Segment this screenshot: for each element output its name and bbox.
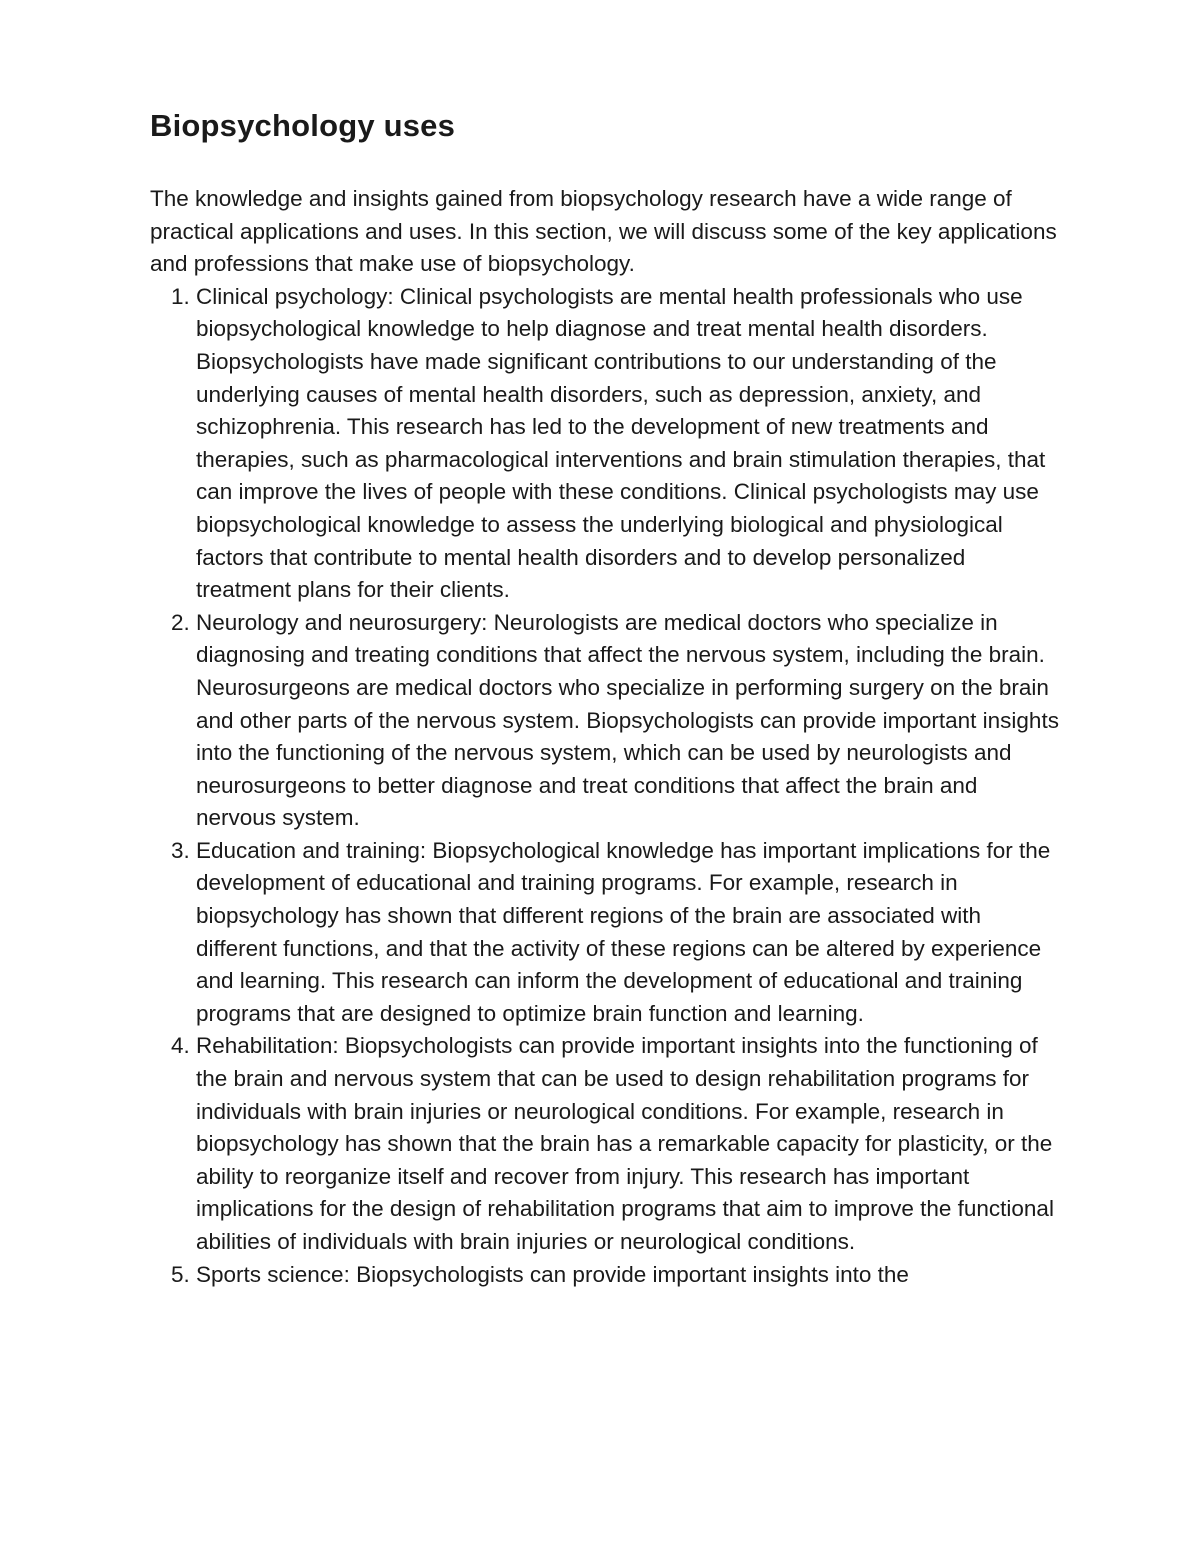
list-item-clinical-psychology: 1. Clinical psychology: Clinical psychologists are mental health professionals who use biopsychological knowledge to help diagnose and treat mental health disorders. Biopsychologists have made significant contributions to our understanding of the underlying causes of mental health disorders, such as depression, anxiety, and schizophrenia. This research has led to the development of new treatments and therapies, such as pharmacological interventions and brain stimulation therapies, that can improve the lives of people with these conditions. Clinical psychologists may use biopsychological knowledge to assess the underlying biological and physiological factors that contribute to mental health disorders and to develop personalized treatment plans for their clients. bbox=[196, 281, 1060, 607]
list-item-sports-science: 5. Sports science: Biopsychologists can provide important insights into the bbox=[196, 1259, 1060, 1292]
intro-paragraph: The knowledge and insights gained from biopsychology research have a wide range of practical applications and uses. In this section, we will discuss some of the key applications and professions that make use of biopsychology. bbox=[150, 186, 1057, 277]
applications-list bbox=[150, 281, 1060, 1291]
list-item-neurology: 2. Neurology and neurosurgery: Neurologists are medical doctors who specialize in diagnosing and treating conditions that affect the nervous system, including the brain. Neurosurgeons are medical doctors who specialize in performing surgery on the brain and other parts of the nervous system. Biopsychologists can provide important insights into the functioning of the nervous system, which can be used by neurologists and neurosurgeons to better diagnose and treat conditions that affect the brain and nervous system. bbox=[196, 607, 1060, 835]
page-title: Biopsychology uses bbox=[150, 108, 456, 143]
list-item-education: 3. Education and training: Biopsychological knowledge has important implications for the development of educational and training programs. For example, research in biopsychology has shown that different regions of the brain are associated with different functions, and that the activity of these regions can be altered by experience and learning. This research can inform the development of educational and training programs that are designed to optimize brain function and learning. bbox=[196, 835, 1060, 1031]
document-page bbox=[150, 104, 1060, 1291]
list-item-rehabilitation: 4. Rehabilitation: Biopsychologists can provide important insights into the functioning of the brain and nervous system that can be used to design rehabilitation programs for individuals with brain injuries or neurological conditions. For example, research in biopsychology has shown that the brain has a remarkable capacity for plasticity, or the ability to reorganize itself and recover from injury. This research has important implications for the design of rehabilitation programs that aim to improve the functional abilities of individuals with brain injuries or neurological conditions. bbox=[196, 1030, 1060, 1258]
